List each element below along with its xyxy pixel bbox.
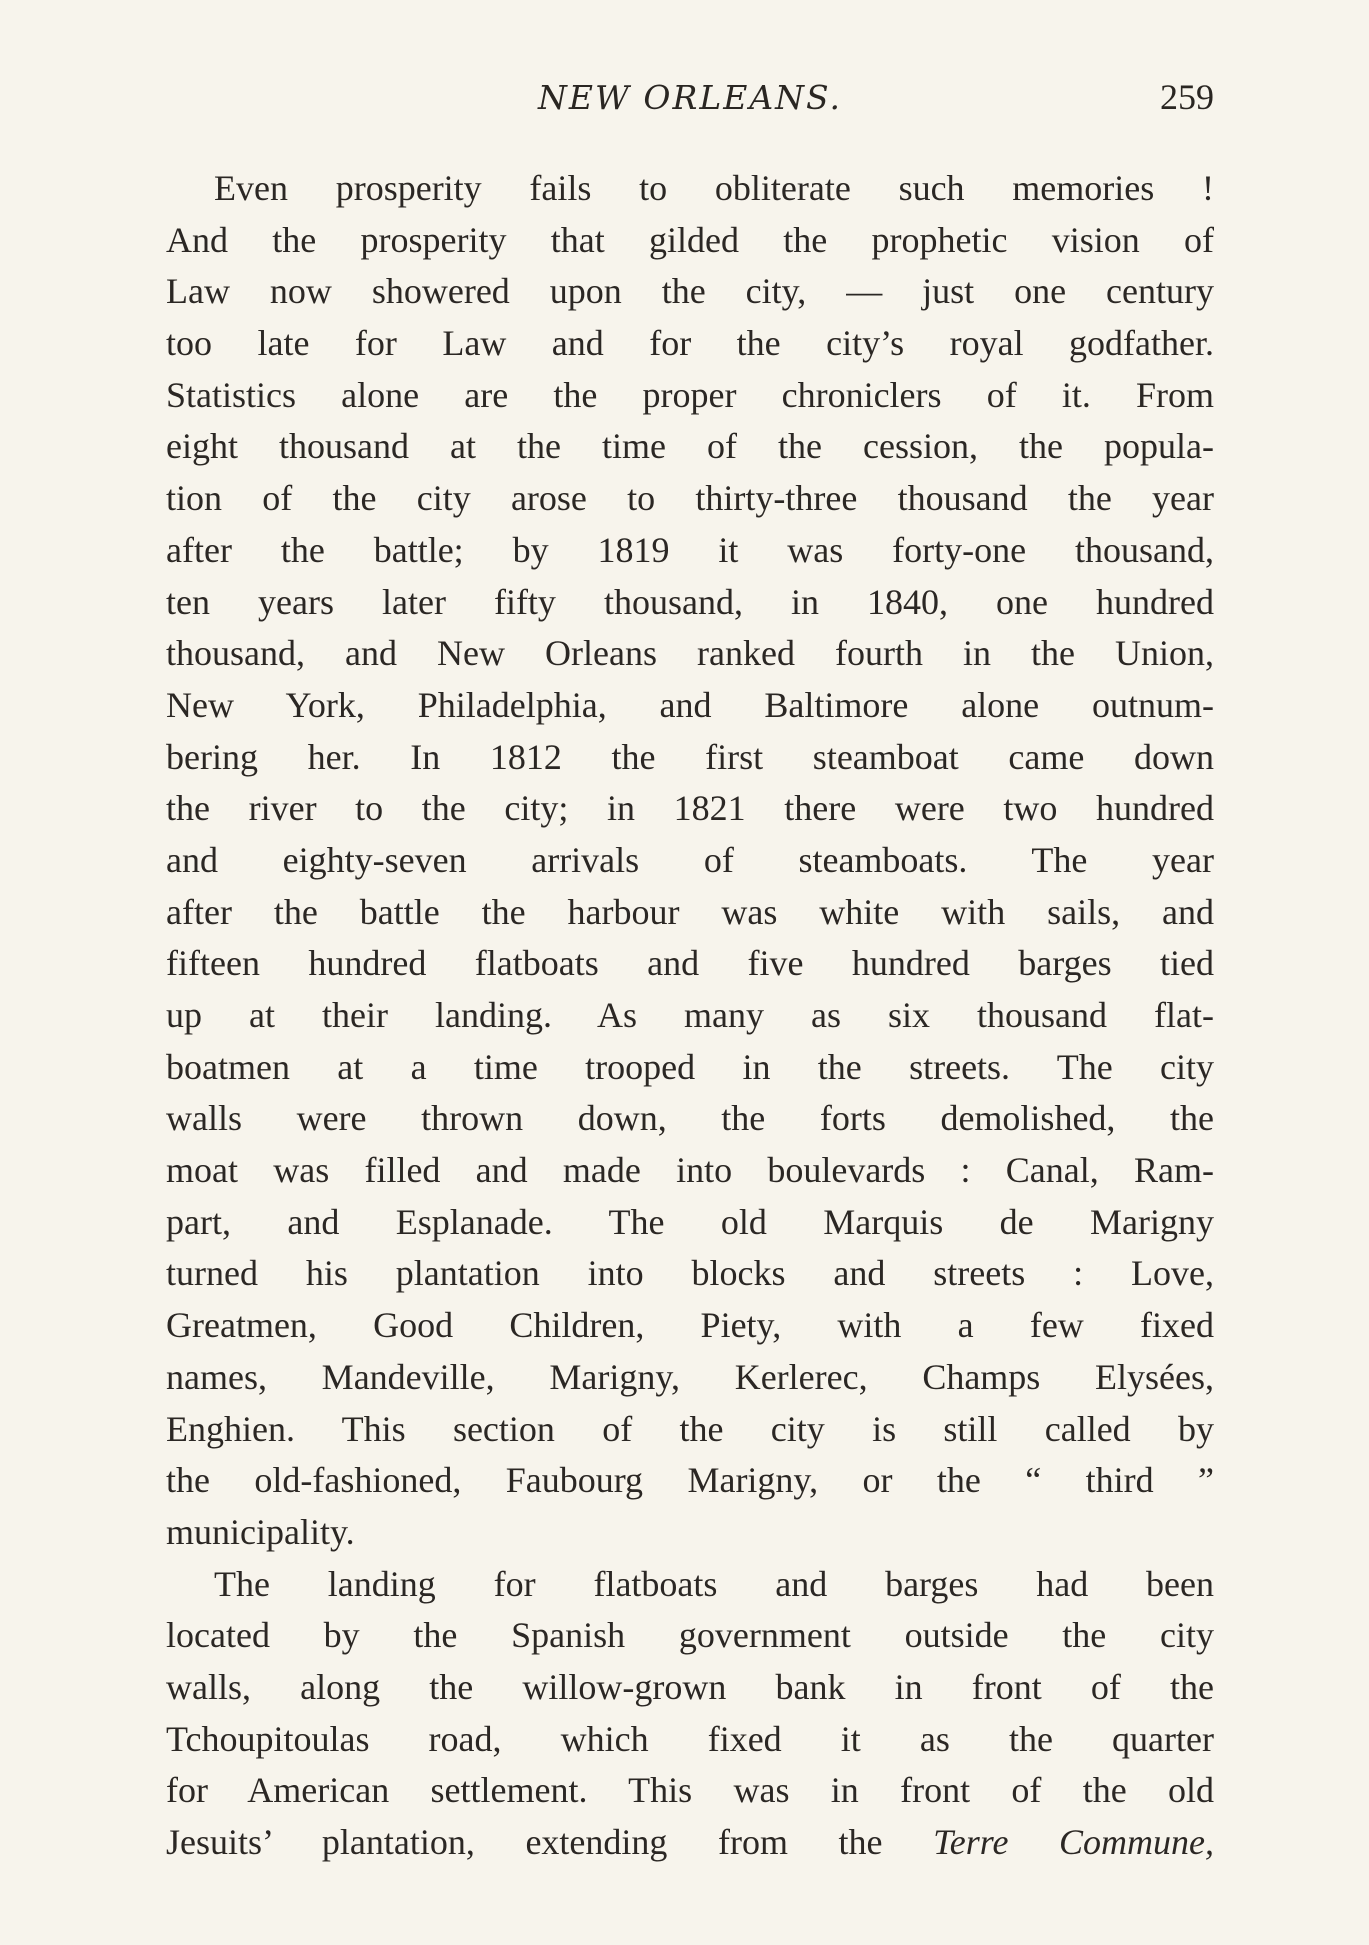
text-line: and eighty-seven arrivals of steamboats. The year — [166, 839, 1214, 880]
text-line: the river to the city; in 1821 there were two hundred — [166, 788, 1214, 829]
text-line: Enghien. This section of the city is still called by — [166, 1408, 1214, 1449]
text-line: moat was filled and made into boulevards : Canal, Ram- — [166, 1150, 1214, 1191]
paragraph-1 — [166, 163, 1214, 1559]
text-line: bering her. In 1812 the first steamboat came down — [166, 736, 1214, 777]
text-line: ten years later fifty thousand, in 1840, one hundred — [166, 581, 1214, 622]
text-line: eight thousand at the time of the cession, the popula- — [166, 426, 1214, 467]
text-line: located by the Spanish government outside the city — [166, 1615, 1214, 1656]
text-line: part, and Esplanade. The old Marquis de Marigny — [166, 1201, 1214, 1242]
text-line: Tchoupitoulas road, which fixed it as the quarter — [166, 1718, 1214, 1759]
text-line: turned his plantation into blocks and streets : Love, — [166, 1253, 1214, 1294]
text-line: Statistics alone are the proper chroniclers of it. From — [166, 374, 1214, 415]
running-title: NEW ORLEANS. — [538, 78, 842, 117]
text-line: for American settlement. This was in front of the old — [166, 1770, 1214, 1811]
text-line: Greatmen, Good Children, Piety, with a few fixed — [166, 1305, 1214, 1346]
text-line: Law now showered upon the city, — just one century — [166, 271, 1214, 312]
page-number: 259 — [1160, 77, 1214, 117]
paragraph-2 — [166, 1559, 1214, 1869]
text-line: municipality. — [166, 1511, 355, 1552]
text-line: the old-fashioned, Faubourg Marigny, or the “ third ” — [166, 1460, 1214, 1501]
text-line: fifteen hundred flatboats and five hundred barges tied — [166, 943, 1214, 984]
text-line: after the battle; by 1819 it was forty-one thousand, — [166, 529, 1214, 570]
text-line: names, Mandeville, Marigny, Kerlerec, Champs Elysées, — [166, 1356, 1214, 1397]
text-line: And the prosperity that gilded the prophetic vision of — [166, 219, 1214, 260]
text-line: too late for Law and for the city’s royal godfather. — [166, 323, 1214, 364]
text-line: up at their landing. As many as six thousand flat- — [166, 995, 1214, 1035]
text-line: boatmen at a time trooped in the streets. The city — [166, 1046, 1214, 1087]
text-line: tion of the city arose to thirty-three thousand the year — [166, 478, 1214, 519]
text-line: Even prosperity fails to obliterate such memories ! — [214, 168, 1214, 208]
text-line: after the battle the harbour was white with sails, and — [166, 891, 1214, 932]
running-head — [166, 72, 1214, 132]
text-line-prefix: Jesuits’ plantation, extending from the — [166, 1822, 883, 1862]
text-line: walls were thrown down, the forts demolished, the — [166, 1098, 1214, 1139]
text-line-final — [166, 1817, 1214, 1869]
body-text — [166, 163, 1214, 1869]
text-line: New York, Philadelphia, and Baltimore alone outnum- — [166, 684, 1214, 725]
text-line: thousand, and New Orleans ranked fourth in the Union, — [166, 633, 1214, 674]
text-line: walls, along the willow-grown bank in front of the — [166, 1666, 1214, 1707]
italic-term: Terre Commune, — [933, 1822, 1215, 1862]
text-line: The landing for flatboats and barges had been — [214, 1563, 1214, 1604]
